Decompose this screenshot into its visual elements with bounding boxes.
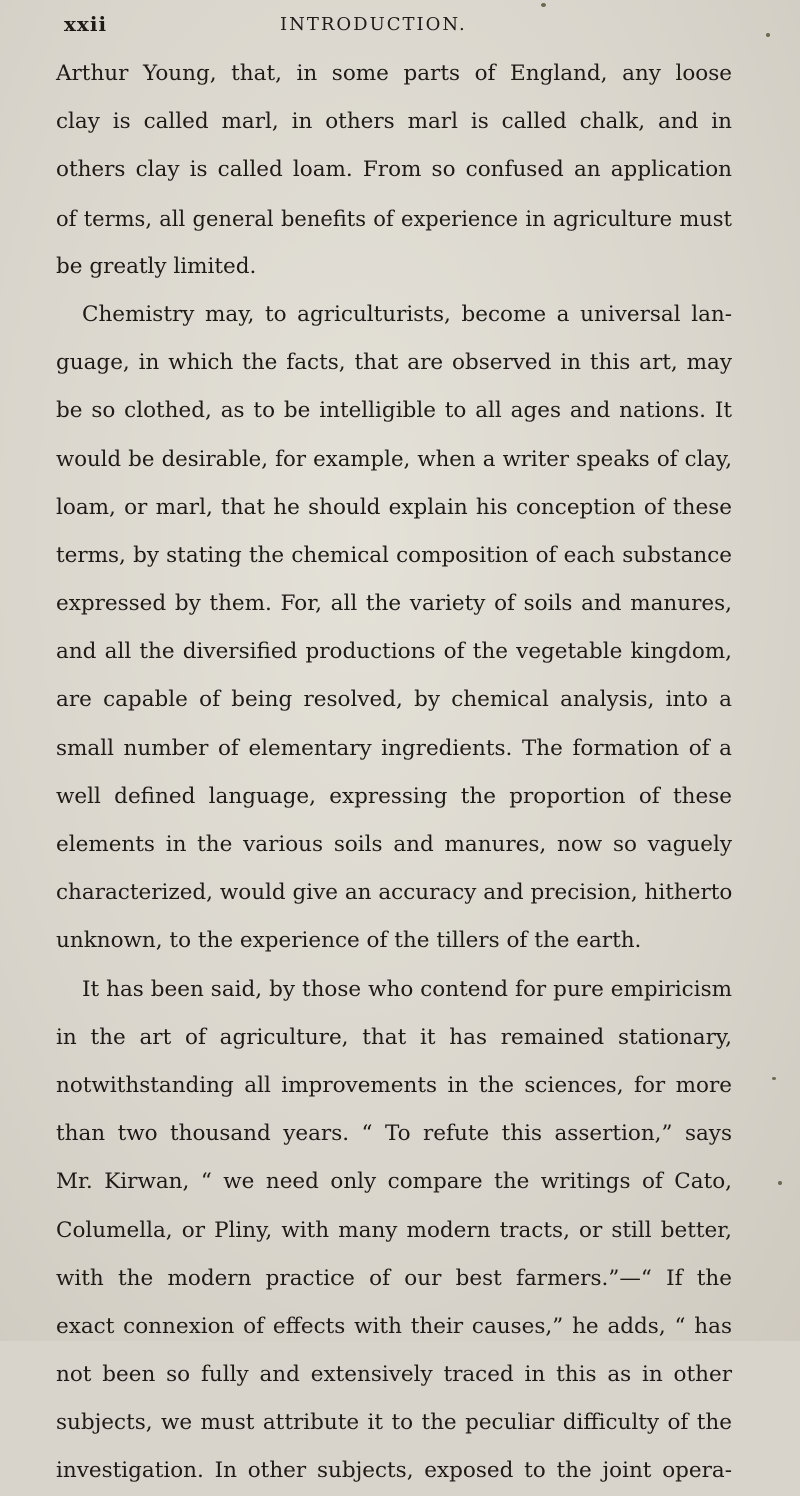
text-line: small number of elementary ingredients. The formation of a — [56, 735, 732, 761]
text-line: terms, by stating the chemical composition of each substance — [56, 542, 732, 568]
text-line: others clay is called loam. From so confused an application — [56, 157, 732, 183]
text-line: Columella, or Pliny, with many modern tracts, or still better, — [56, 1217, 732, 1243]
running-head: INTRODUCTION. — [280, 14, 467, 35]
text-line: elements in the various soils and manures, now so vaguely — [56, 832, 732, 857]
text-line: would be desirable, for example, when a writer speaks of clay, — [56, 446, 732, 472]
body-text — [56, 50, 732, 1496]
text-line: clay is called marl, in others marl is called chalk, and in — [56, 109, 732, 135]
text-line: exact connexion of effects with their causes,” he adds, “ has — [56, 1313, 732, 1339]
ink-speck — [778, 1181, 782, 1185]
text-line: Mr. Kirwan, “ we need only compare the writings of Cato, — [56, 1169, 732, 1195]
page-header — [0, 10, 800, 40]
text-line: and all the diversified productions of the vegetable kingdom, — [56, 639, 732, 665]
text-line: in the art of agriculture, that it has remained stationary, — [56, 1024, 732, 1050]
text-line: It has been said, by those who contend for pure empiricism — [82, 976, 732, 1002]
text-line: be greatly limited. — [56, 253, 257, 279]
text-line: Chemistry may, to agriculturists, become a universal lan- — [82, 301, 732, 327]
text-line: investigation. In other subjects, exposed to the joint opera- — [56, 1458, 732, 1484]
text-line: not been so fully and extensively traced in this as in other — [56, 1362, 732, 1388]
text-line: notwithstanding all improvements in the sciences, for more — [56, 1072, 732, 1098]
text-line: be so clothed, as to be intelligible to all ages and nations. It — [56, 398, 732, 424]
ink-speck — [541, 3, 546, 7]
text-line: well defined language, expressing the proportion of these — [56, 783, 732, 809]
text-line: are capable of being resolved, by chemical analysis, into a — [56, 687, 732, 713]
text-line: expressed by them. For, all the variety of soils and manures, — [56, 591, 732, 617]
text-line: loam, or marl, that he should explain his conception of these — [56, 494, 732, 520]
text-line: than two thousand years. “ To refute this assertion,” says — [56, 1121, 732, 1147]
text-line: Arthur Young, that, in some parts of England, any loose — [56, 61, 732, 86]
text-line: with the modern practice of our best farmers.”—“ If the — [56, 1265, 732, 1291]
ink-speck — [772, 1077, 776, 1080]
text-line: guage, in which the facts, that are observed in this art, may — [56, 350, 732, 376]
text-line: subjects, we must attribute it to the peculiar difficulty of the — [56, 1410, 732, 1436]
page-number: xxii — [64, 12, 108, 36]
text-line: characterized, would give an accuracy and precision, hitherto — [56, 880, 733, 906]
text-line: unknown, to the experience of the tillers of the earth. — [56, 928, 642, 954]
text-line: of terms, all general benefits of experience in agriculture must — [56, 206, 732, 231]
